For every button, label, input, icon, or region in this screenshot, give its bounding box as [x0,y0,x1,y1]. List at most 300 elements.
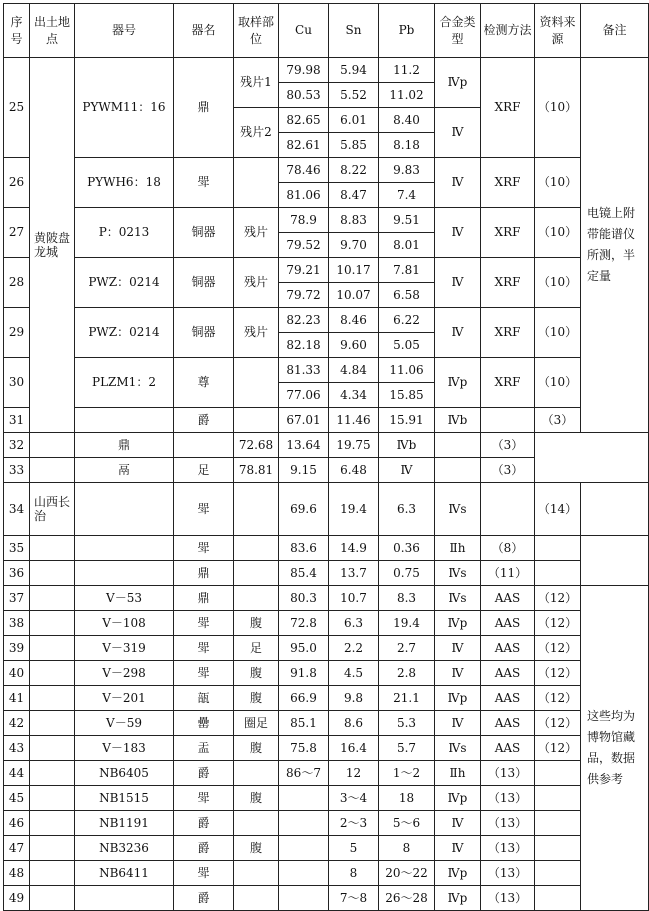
cell-cu [279,786,329,811]
table-row [4,433,649,458]
cell-pb: 19.4 [379,611,435,636]
cell-name: 瓿 [174,686,234,711]
cell-part [234,483,279,536]
cell-no: 45 [4,786,30,811]
cell-source: （3） [481,458,535,483]
cell-id: PWZ：0214 [75,258,174,308]
cell-source: （3） [481,433,535,458]
table-row [4,561,649,586]
cell-sn: 7～8 [329,886,379,911]
table-row [4,158,649,183]
cell-method: AAS [481,711,535,736]
cell-part: 腹 [234,611,279,636]
cell-cu: 78.9 [279,208,329,233]
cell-id: V－298 [75,661,174,686]
cell-pb: 5～6 [379,811,435,836]
cell-alloy: Ⅳs [435,736,481,761]
table-row [4,861,649,886]
cell-pb: 11.06 [379,358,435,383]
cell-id: V－319 [75,636,174,661]
cell-pb: 5.7 [379,736,435,761]
cell-alloy: Ⅳb [379,433,435,458]
cell-method: （13） [481,836,535,861]
cell-source [535,786,581,811]
cell-id [75,561,174,586]
cell-pb: 26～28 [379,886,435,911]
cell-alloy: Ⅳs [435,561,481,586]
cell-sn: 8.83 [329,208,379,233]
cell-no: 33 [4,458,30,483]
cell-name: 斝 [174,636,234,661]
cell-sn: 10.07 [329,283,379,308]
cell-method [481,408,535,433]
cell-cu: 75.8 [279,736,329,761]
cell-name: 斝 [174,611,234,636]
cell-id: NB6405 [75,761,174,786]
cell-no: 26 [4,158,30,208]
cell-part [234,158,279,208]
cell-location [30,661,75,686]
cell-sn: 10.17 [329,258,379,283]
cell-pb: 8.3 [379,586,435,611]
cell-no: 31 [4,408,30,433]
table-row [4,58,649,83]
cell-sn: 8.47 [329,183,379,208]
cell-location [30,711,75,736]
cell-source: （10） [535,58,581,158]
cell-no: 32 [4,433,30,458]
cell-location: 山西长治 [30,483,75,536]
header-method: 检测方法 [481,4,535,58]
table-row [4,258,649,283]
cell-name: 爵 [174,886,234,911]
cell-cu: 81.33 [279,358,329,383]
cell-part: 残片2 [234,108,279,158]
cell-method: XRF [481,158,535,208]
alloy-data-table [3,3,649,911]
cell-part: 残片 [234,308,279,358]
cell-alloy: Ⅳ [435,158,481,208]
cell-source [535,836,581,861]
cell-id: NB3236 [75,836,174,861]
cell-cu: 81.06 [279,183,329,208]
header-alloy: 合金类型 [435,4,481,58]
cell-method: （13） [481,861,535,886]
cell-pb: 7.4 [379,183,435,208]
cell-cu: 66.9 [279,686,329,711]
cell-part [234,861,279,886]
cell-cu: 72.68 [234,433,279,458]
cell-pb: 8.18 [379,133,435,158]
cell-sn: 4.5 [329,661,379,686]
cell-alloy: Ⅳ [435,811,481,836]
cell-source: （10） [535,358,581,408]
cell-alloy: Ⅳp [435,886,481,911]
cell-name: 斝 [174,158,234,208]
cell-pb: 15.85 [379,383,435,408]
cell-pb: 6.3 [379,483,435,536]
cell-pb: 5.05 [379,333,435,358]
table-row [4,586,649,611]
cell-source: （3） [535,408,581,433]
cell-note-empty [581,483,649,536]
cell-no: 35 [4,536,30,561]
table-row [4,761,649,786]
cell-cu: 91.8 [279,661,329,686]
cell-sn: 16.4 [329,736,379,761]
table-row [4,786,649,811]
cell-sn: 2.2 [329,636,379,661]
table-row [4,736,649,761]
cell-id [75,536,174,561]
table-row [4,686,649,711]
cell-cu: 78.46 [279,158,329,183]
table-row [4,536,649,561]
cell-id [30,458,75,483]
cell-alloy: Ⅳ [435,108,481,158]
cell-source [535,536,581,561]
cell-cu: 86～7 [279,761,329,786]
cell-id [75,408,174,433]
cell-cu: 69.6 [279,483,329,536]
cell-cu: 79.98 [279,58,329,83]
cell-alloy: Ⅳ [435,308,481,358]
cell-id: PYWM11：16 [75,58,174,158]
cell-part [234,536,279,561]
cell-cu: 78.81 [234,458,279,483]
cell-method: AAS [481,611,535,636]
cell-alloy: Ⅳ [435,661,481,686]
cell-name: 爵 [174,836,234,861]
cell-name: 鼎 [174,586,234,611]
cell-alloy: Ⅱh [435,761,481,786]
cell-name: 斝 [174,661,234,686]
cell-pb: 2.7 [379,636,435,661]
cell-cu: 85.4 [279,561,329,586]
cell-source: （14） [535,483,581,536]
cell-name: 盂 [174,736,234,761]
cell-part: 残片 [234,208,279,258]
cell-part [234,811,279,836]
cell-part: 腹 [234,836,279,861]
table-row [4,408,649,433]
cell-source [535,761,581,786]
cell-location [30,536,75,561]
cell-no: 42 [4,711,30,736]
cell-name: 尊 [174,358,234,408]
cell-name: 铜器 [174,308,234,358]
cell-alloy: Ⅳs [435,483,481,536]
table-row [4,811,649,836]
cell-location [30,811,75,836]
cell-source: （10） [535,258,581,308]
cell-pb: 6.58 [379,283,435,308]
cell-pb: 9.83 [379,158,435,183]
cell-source [535,561,581,586]
cell-part [234,886,279,911]
cell-sn: 12 [329,761,379,786]
cell-cu: 80.53 [279,83,329,108]
cell-cu: 85.1 [279,711,329,736]
cell-alloy: Ⅳp [435,611,481,636]
cell-cu [279,886,329,911]
cell-sn: 9.60 [329,333,379,358]
cell-method: XRF [481,308,535,358]
cell-name: 斝 [174,536,234,561]
cell-method: AAS [481,686,535,711]
cell-no: 49 [4,886,30,911]
cell-id: PLZM1：2 [75,358,174,408]
cell-method [435,458,481,483]
cell-no: 40 [4,661,30,686]
cell-id: PYWH6：18 [75,158,174,208]
cell-pb: 8 [379,836,435,861]
cell-sn: 4.84 [329,358,379,383]
cell-method: （13） [481,811,535,836]
cell-alloy: Ⅳ [435,711,481,736]
cell-location [30,786,75,811]
cell-sn: 5.52 [329,83,379,108]
header-sn: Sn [329,4,379,58]
cell-name: 铜器 [174,258,234,308]
cell-method: （13） [481,761,535,786]
cell-name: 爵 [174,761,234,786]
cell-source [535,861,581,886]
cell-alloy: Ⅳ [379,458,435,483]
cell-part: 足 [174,458,234,483]
cell-name: 罍 [174,711,234,736]
cell-sn: 13.64 [279,433,329,458]
cell-note-empty [581,536,649,586]
cell-id [30,433,75,458]
cell-part: 残片 [234,258,279,308]
cell-no: 27 [4,208,30,258]
cell-location [30,561,75,586]
cell-sn: 4.34 [329,383,379,408]
cell-method: （8） [481,536,535,561]
cell-location [30,586,75,611]
cell-cu [279,811,329,836]
cell-method: XRF [481,358,535,408]
cell-note: 电镜上附带能谱仪所测，半定量 [581,58,649,433]
cell-part [174,433,234,458]
cell-part: 腹 [234,736,279,761]
cell-name: 斝 [174,786,234,811]
table-row [4,208,649,233]
cell-alloy: Ⅳ [435,836,481,861]
cell-alloy: Ⅳp [435,58,481,108]
cell-no: 41 [4,686,30,711]
cell-source: （10） [535,208,581,258]
cell-sn: 8.6 [329,711,379,736]
header-name: 器名 [174,4,234,58]
cell-name: 铜器 [174,208,234,258]
cell-alloy: Ⅳs [435,586,481,611]
cell-location [30,736,75,761]
table-row [4,483,649,536]
cell-cu: 95.0 [279,636,329,661]
cell-no: 44 [4,761,30,786]
cell-sn: 8.46 [329,308,379,333]
cell-cu [279,861,329,886]
cell-cu: 67.01 [279,408,329,433]
cell-method [435,433,481,458]
cell-id: V－201 [75,686,174,711]
cell-source: （10） [535,158,581,208]
cell-sn: 9.8 [329,686,379,711]
cell-cu: 82.23 [279,308,329,333]
header-source: 资料来源 [535,4,581,58]
table-row [4,358,649,383]
cell-no: 48 [4,861,30,886]
cell-source [535,811,581,836]
cell-id: P：0213 [75,208,174,258]
cell-alloy: Ⅳp [435,861,481,886]
cell-name: 鼎 [75,433,174,458]
header-location: 出土地点 [30,4,75,58]
cell-pb: 0.36 [379,536,435,561]
cell-method: XRF [481,58,535,158]
cell-alloy: Ⅳ [435,636,481,661]
cell-location [30,861,75,886]
cell-part: 腹 [234,661,279,686]
cell-sn: 9.15 [279,458,329,483]
cell-id: NB6411 [75,861,174,886]
cell-cu: 82.61 [279,133,329,158]
header-cu: Cu [279,4,329,58]
cell-location [30,611,75,636]
cell-method [481,483,535,536]
cell-location [30,836,75,861]
cell-no: 46 [4,811,30,836]
cell-name: 斝 [174,861,234,886]
cell-pb: 1～2 [379,761,435,786]
cell-cu [279,836,329,861]
cell-location [30,686,75,711]
cell-sn: 3～4 [329,786,379,811]
cell-part: 残片1 [234,58,279,108]
cell-alloy: Ⅱh [435,536,481,561]
cell-name: 鼎 [174,561,234,586]
table-row [4,458,649,483]
cell-part [234,761,279,786]
cell-part [234,561,279,586]
table-row [4,4,649,58]
cell-cu: 72.8 [279,611,329,636]
cell-sn: 14.9 [329,536,379,561]
cell-location: 黄陂盘龙城 [30,58,75,433]
cell-no: 47 [4,836,30,861]
cell-part [234,408,279,433]
cell-no: 28 [4,258,30,308]
cell-pb: 11.02 [379,83,435,108]
cell-id: NB1515 [75,786,174,811]
cell-pb: 19.75 [329,433,379,458]
cell-pb: 6.22 [379,308,435,333]
cell-id: PWZ：0214 [75,308,174,358]
table-row [4,886,649,911]
cell-id: V－183 [75,736,174,761]
cell-method: AAS [481,661,535,686]
cell-cu: 79.21 [279,258,329,283]
table-row [4,636,649,661]
cell-method: AAS [481,736,535,761]
cell-part: 腹 [234,786,279,811]
cell-source: （12） [535,661,581,686]
cell-name: 鬲 [75,458,174,483]
header-pb: Pb [379,4,435,58]
cell-id: V－59 [75,711,174,736]
header-no: 序号 [4,4,30,58]
cell-name: 斝 [174,483,234,536]
cell-source: （12） [535,686,581,711]
cell-alloy: Ⅳ [435,208,481,258]
cell-pb: 18 [379,786,435,811]
cell-sn: 5.94 [329,58,379,83]
cell-alloy: Ⅳp [435,786,481,811]
cell-id [75,886,174,911]
header-id: 器号 [75,4,174,58]
cell-no: 39 [4,636,30,661]
cell-source: （12） [535,711,581,736]
cell-sn: 10.7 [329,586,379,611]
cell-sn: 6.01 [329,108,379,133]
cell-sn: 5 [329,836,379,861]
cell-sn: 13.7 [329,561,379,586]
cell-no: 37 [4,586,30,611]
cell-cu: 83.6 [279,536,329,561]
cell-part: 足 [234,636,279,661]
cell-alloy: Ⅳ [435,258,481,308]
cell-name: 鼎 [174,58,234,158]
header-part: 取样部位 [234,4,279,58]
cell-alloy: Ⅳb [435,408,481,433]
header-note: 备注 [581,4,649,58]
cell-sn: 9.70 [329,233,379,258]
cell-pb: 5.3 [379,711,435,736]
cell-pb: 8.40 [379,108,435,133]
table-row [4,308,649,333]
cell-no: 34 [4,483,30,536]
cell-sn: 6.3 [329,611,379,636]
cell-sn: 8.22 [329,158,379,183]
cell-cu: 82.18 [279,333,329,358]
cell-cu: 82.65 [279,108,329,133]
cell-pb: 2.8 [379,661,435,686]
cell-method: （13） [481,786,535,811]
cell-pb: 20～22 [379,861,435,886]
cell-no: 29 [4,308,30,358]
table-row [4,611,649,636]
cell-cu: 79.52 [279,233,329,258]
cell-pb: 15.91 [379,408,435,433]
table-row [4,661,649,686]
cell-no: 38 [4,611,30,636]
cell-sn: 5.85 [329,133,379,158]
table-row [4,836,649,861]
cell-pb: 8.01 [379,233,435,258]
cell-cu: 77.06 [279,383,329,408]
cell-part: 圈足 [234,711,279,736]
cell-name: 爵 [174,811,234,836]
cell-sn: 19.4 [329,483,379,536]
cell-id [75,483,174,536]
cell-part [234,586,279,611]
cell-method: XRF [481,208,535,258]
cell-sn: 11.46 [329,408,379,433]
cell-part: 腹 [234,686,279,711]
cell-id: NB1191 [75,811,174,836]
